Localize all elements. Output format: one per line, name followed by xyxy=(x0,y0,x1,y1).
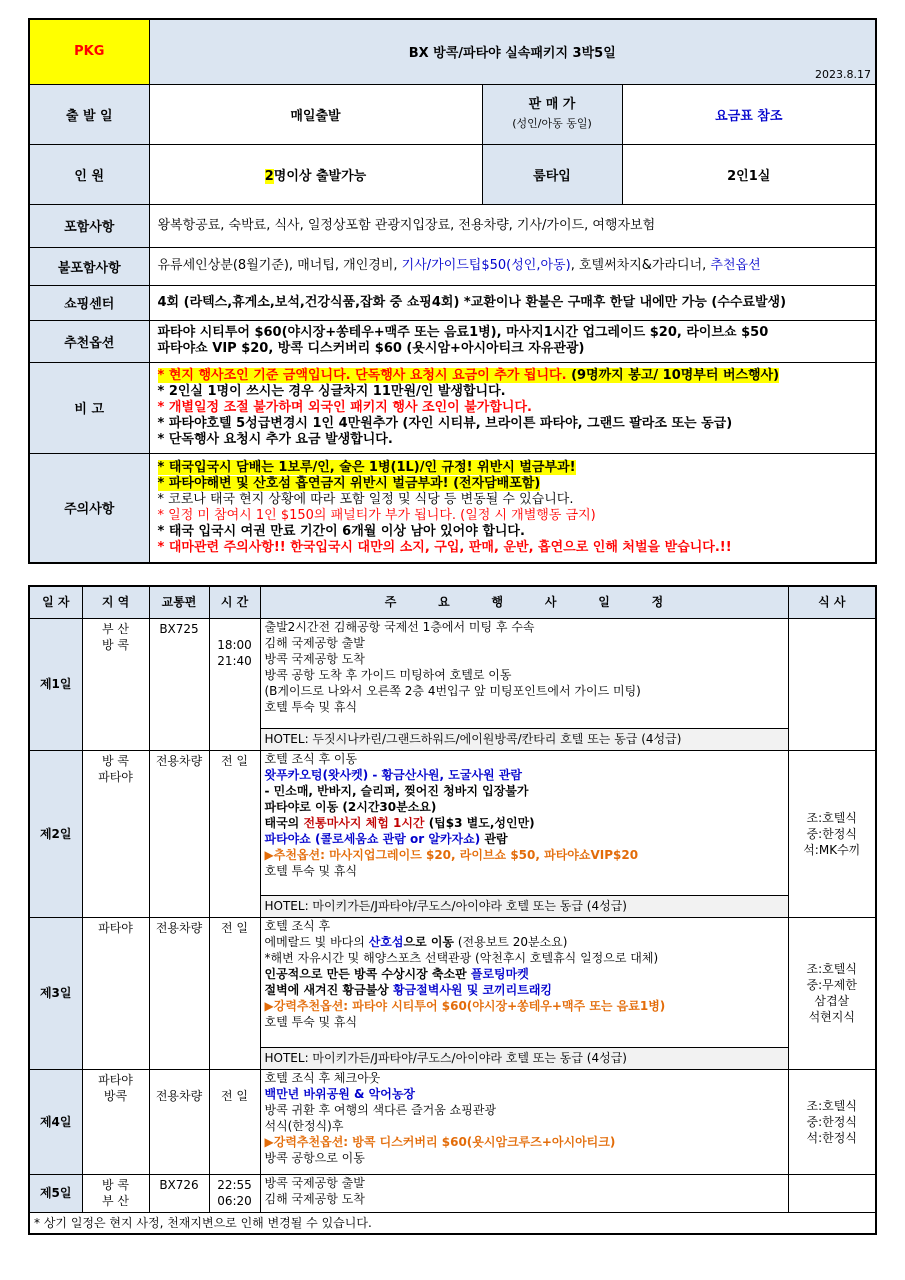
day1-plan xyxy=(260,618,788,728)
price-value: 요금표 참조 xyxy=(622,84,876,144)
room-value: 2인1실 xyxy=(622,144,876,204)
note-line-2: * 2인실 1명이 쓰시는 경우 싱글차지 11만원/인 발생합니다. xyxy=(157,383,506,399)
exclude-value xyxy=(149,247,876,285)
day3-transport: 전용차량 xyxy=(149,917,209,1069)
notes-label: 비 고 xyxy=(29,362,149,453)
day2-l5-a: 태국의 xyxy=(264,815,304,830)
day3-l5-b: 황금절벽사원 및 코끼리트래킹 xyxy=(392,982,553,997)
day5-line-2: 김해 국제공항 도착 xyxy=(264,1191,365,1206)
day4-plan xyxy=(260,1069,788,1174)
option-line-2: 파타야쇼 VIP $20, 방콕 디스커버리 $60 (욧시암+아시아티크 자유관광) xyxy=(157,341,585,356)
day4-region: 파타야 방콕 xyxy=(82,1069,149,1174)
day2-region: 방 콕 파타야 xyxy=(82,750,149,917)
day2-transport: 전용차량 xyxy=(149,750,209,917)
schedule-footnote: * 상기 일정은 현지 사정, 천재지변으로 인해 변경될 수 있습니다. xyxy=(29,1212,876,1234)
exclude-part-1: 유류세인상분(8월기준), 매너팁, 개인경비, xyxy=(157,258,402,273)
day1-line-6: 호텔 투숙 및 휴식 xyxy=(264,699,358,714)
note-line-5: * 단독행사 요청시 추가 요금 발생합니다. xyxy=(157,431,393,447)
day1-transport: BX725 xyxy=(149,618,209,750)
day2-plan xyxy=(260,750,788,895)
day5-line-1: 방콕 국제공항 출발 xyxy=(264,1175,365,1190)
option-line-1: 파타야 시티투어 $60(야시장+쏭테우+맥주 또는 음료1병), 마사지1시간 업그레이드 $20, 라이브쇼 $50 xyxy=(157,325,769,340)
day4-line-6: 방콕 공항으로 이동 xyxy=(264,1150,365,1165)
day2-hotel: HOTEL: 마이키가든/J파타야/쿠도스/아이야라 호텔 또는 동급 (4성급) xyxy=(260,895,788,917)
day4-line-5: ▶강력추천옵션: 방콕 디스커버리 $60(욧시암크루즈+아시아티크) xyxy=(264,1134,616,1149)
exclude-part-3: , 호텔써차지&가라디너, xyxy=(570,258,711,273)
day3-line-1: 호텔 조식 후 xyxy=(264,918,331,933)
day1-label: 제1일 xyxy=(29,618,82,750)
day2-line-2: 왓푸카오텅(왓사켓) - 황금산사원, 도굴사원 관람 xyxy=(264,767,522,782)
col-plan: 주 요 행 사 일 정 xyxy=(260,586,788,618)
exclude-guide-tip: 기사/가이드팁$50(성인,아동) xyxy=(401,258,571,273)
day2-line-4: 파타야로 이동 (2시간30분소요) xyxy=(264,799,437,814)
itinerary-header-row xyxy=(29,586,876,618)
caution-1-text: * 태국입국시 담배는 1보루/인, 술은 1병(1L)/인 규정! 위반시 벌금부과! xyxy=(157,459,576,475)
day5-meal xyxy=(788,1174,876,1212)
day4-label: 제4일 xyxy=(29,1069,82,1174)
price-label-main: 판 매 가 xyxy=(528,97,576,112)
day2-l6-b: 관람 xyxy=(480,831,508,846)
day3-region: 파타야 xyxy=(82,917,149,1069)
day4-row xyxy=(29,1069,876,1174)
people-label: 인 원 xyxy=(29,144,149,204)
day5-plan xyxy=(260,1174,788,1212)
day5-region: 방 콕 부 산 xyxy=(82,1174,149,1212)
day3-l2-a: 에메랄드 빛 바다의 xyxy=(264,934,369,949)
price-label-sub: (성인/아동 동일) xyxy=(512,117,592,130)
caution-label: 주의사항 xyxy=(29,453,149,563)
title-text: BX 방콕/파타야 실속패키지 3박5일 xyxy=(408,46,616,62)
day3-plan xyxy=(260,917,788,1047)
day4-time: 전 일 xyxy=(209,1069,260,1174)
col-meal: 식 사 xyxy=(788,586,876,618)
col-time: 시 간 xyxy=(209,586,260,618)
day1-line-5: (B게이드로 나와서 오른쪽 2층 4번입구 앞 미팅포인트에서 가이드 미팅) xyxy=(264,683,641,698)
day2-l6-a: 파타야쇼 (콜로세움쇼 관람 or 알카자쇼) xyxy=(264,831,481,846)
day3-line-7: 호텔 투숙 및 휴식 xyxy=(264,1014,358,1029)
day3-line-6: ▶강력추천옵션: 파타야 시티투어 $60(야시장+쏭테우+맥주 또는 음료1병) xyxy=(264,998,666,1013)
notes-value xyxy=(149,362,876,453)
day3-meal: 조:호텔식 중:무제한 삼겹살 석현지식 xyxy=(788,917,876,1069)
col-transport: 교통편 xyxy=(149,586,209,618)
day3-line-3: *해변 자유시간 및 해양스포츠 선택관광 (악천후시 호텔휴식 일정으로 대체) xyxy=(264,950,659,965)
day3-time: 전 일 xyxy=(209,917,260,1069)
options-label: 추천옵션 xyxy=(29,320,149,362)
day4-line-3: 방콕 귀환 후 여행의 색다른 즐거움 쇼핑관광 xyxy=(264,1102,497,1117)
caution-line-6: * 대마관련 주의사항!! 한국입국시 대만의 소지, 구입, 판매, 운반, 흡연으로 인해 처벌을 받습니다.!! xyxy=(157,539,732,555)
day3-label: 제3일 xyxy=(29,917,82,1069)
include-label: 포함사항 xyxy=(29,204,149,247)
day2-line-8: 호텔 투숙 및 휴식 xyxy=(264,863,358,878)
day4-transport: 전용차량 xyxy=(149,1069,209,1174)
package-title xyxy=(149,19,876,84)
day1-row xyxy=(29,618,876,728)
day1-line-3: 방콕 국제공항 도착 xyxy=(264,651,365,666)
day1-line-4: 방콕 공항 도착 후 가이드 미팅하여 호텔로 이동 xyxy=(264,667,512,682)
shopping-value: 4회 (라텍스,휴게소,보석,건강식품,잡화 중 쇼핑4회) *교환이나 환불은 구매후 한달 내에만 가능 (수수료발생) xyxy=(149,285,876,320)
day3-l2-c: 으로 이동 xyxy=(403,934,455,949)
col-region: 지 역 xyxy=(82,586,149,618)
day4-line-2: 백만년 바위공원 & 악어농장 xyxy=(264,1086,416,1101)
pkg-badge: PKG xyxy=(29,19,149,84)
day2-l5-b: 전통마사지 체험 1시간 xyxy=(303,815,425,830)
day1-region: 부 산 방 콕 xyxy=(82,618,149,750)
day3-hotel: HOTEL: 마이키가든/J파타야/쿠도스/아이야라 호텔 또는 동급 (4성급) xyxy=(260,1047,788,1069)
departure-value: 매일출발 xyxy=(149,84,482,144)
departure-label: 출 발 일 xyxy=(29,84,149,144)
col-day: 일 자 xyxy=(29,586,82,618)
caution-line-5: * 태국 입국시 여권 만료 기간이 6개월 이상 남아 있어야 합니다. xyxy=(157,523,525,539)
issue-date: 2023.8.17 xyxy=(815,67,871,81)
day3-l4-a: 인공적으로 만든 방콕 수상시장 축소판 xyxy=(264,966,471,981)
caution-line-1 xyxy=(158,460,868,476)
day3-row xyxy=(29,917,876,1047)
people-min-count: 2 xyxy=(264,168,274,184)
day3-l2-b: 산호섬 xyxy=(368,934,404,949)
caution-line-4: * 일정 미 참여시 1인 $150의 패널티가 부가 됩니다. (일정 시 개별행동 금지) xyxy=(157,507,596,523)
itinerary-table xyxy=(28,585,877,1235)
day3-l4-b: 플로팅마켓 xyxy=(470,966,529,981)
price-label xyxy=(482,84,622,144)
day5-label: 제5일 xyxy=(29,1174,82,1212)
day2-label: 제2일 xyxy=(29,750,82,917)
day2-time: 전 일 xyxy=(209,750,260,917)
exclude-label: 불포함사항 xyxy=(29,247,149,285)
caution-line-3: * 코로나 태국 현지 상황에 따라 포함 일정 및 식당 등 변동될 수 있습니다. xyxy=(157,491,574,507)
day2-line-1: 호텔 조식 후 이동 xyxy=(264,751,358,766)
day5-time: 22:55 06:20 xyxy=(209,1174,260,1212)
people-min-text: 명이상 출발가능 xyxy=(273,168,367,184)
day3-line-5 xyxy=(265,982,784,998)
day2-meal: 조:호텔식 중:한정식 석:MK수끼 xyxy=(788,750,876,917)
day2-line-7: ▶추천옵션: 마사지업그레이드 $20, 라이브쇼 $50, 파타야쇼VIP$20 xyxy=(264,847,639,862)
day2-l5-c: (팁$3 별도,성인만) xyxy=(424,815,535,830)
day2-line-5 xyxy=(265,815,784,831)
day5-row xyxy=(29,1174,876,1212)
include-value: 왕복항공료, 숙박료, 식사, 일정상포함 관광지입장료, 전용차량, 기사/가이드, 여행자보험 xyxy=(149,204,876,247)
footnote-row xyxy=(29,1212,876,1234)
options-value xyxy=(149,320,876,362)
note-1-highlight: * 현지 행사조인 기준 금액입니다. 단독행사 요청시 요금이 추가 됩니다. xyxy=(157,367,567,383)
day1-line-2: 김해 국제공항 출발 xyxy=(264,635,365,650)
day2-line-6 xyxy=(265,831,784,847)
day1-meal xyxy=(788,618,876,750)
day2-line-3: - 민소매, 반바지, 슬리퍼, 찢어진 청바지 입장불가 xyxy=(264,783,529,798)
note-line-4: * 파타야호텔 5성급변경시 1인 4만원추가 (자인 시티뷰, 브라이튼 파타야, 그랜드 팔라조 또는 동급) xyxy=(157,415,733,431)
day1-time: 18:00 21:40 xyxy=(209,618,260,750)
exclude-options: 추천옵션 xyxy=(710,258,761,273)
day4-meal: 조:호텔식 중:한정식 석:한정식 xyxy=(788,1069,876,1174)
note-1-tail: (9명까지 봉고/ 10명부터 버스행사) xyxy=(566,367,780,383)
day3-l5-a: 절벽에 새겨진 황금불상 xyxy=(264,982,393,997)
day5-transport: BX726 xyxy=(149,1174,209,1212)
caution-value xyxy=(149,453,876,563)
people-value xyxy=(149,144,482,204)
day1-hotel: HOTEL: 두짓시나카린/그랜드하워드/에이원방콕/칸타리 호텔 또는 동급 (4성급) xyxy=(260,728,788,750)
day1-line-1: 출발2시간전 김해공항 국제선 1층에서 미팅 후 수속 xyxy=(264,619,535,634)
shopping-label: 쇼핑센터 xyxy=(29,285,149,320)
package-info-table xyxy=(28,18,877,564)
day4-line-4: 석식(한정식)후 xyxy=(264,1118,344,1133)
caution-line-2 xyxy=(158,476,868,492)
day3-line-2 xyxy=(265,934,784,950)
note-line-3: * 개별일정 조절 불가하며 외국인 패키지 행사 조인이 불가합니다. xyxy=(157,399,532,415)
note-line-1 xyxy=(158,368,868,384)
day2-row xyxy=(29,750,876,895)
caution-2-text: * 파타야해변 및 산호섬 흡연금지 위반시 벌금부과! (전자담배포함) xyxy=(157,475,541,491)
day3-l2-d: (전용보트 20분소요) xyxy=(454,934,568,949)
day4-line-1: 호텔 조식 후 체크아웃 xyxy=(264,1070,381,1085)
room-label: 룸타입 xyxy=(482,144,622,204)
day3-line-4 xyxy=(265,966,784,982)
